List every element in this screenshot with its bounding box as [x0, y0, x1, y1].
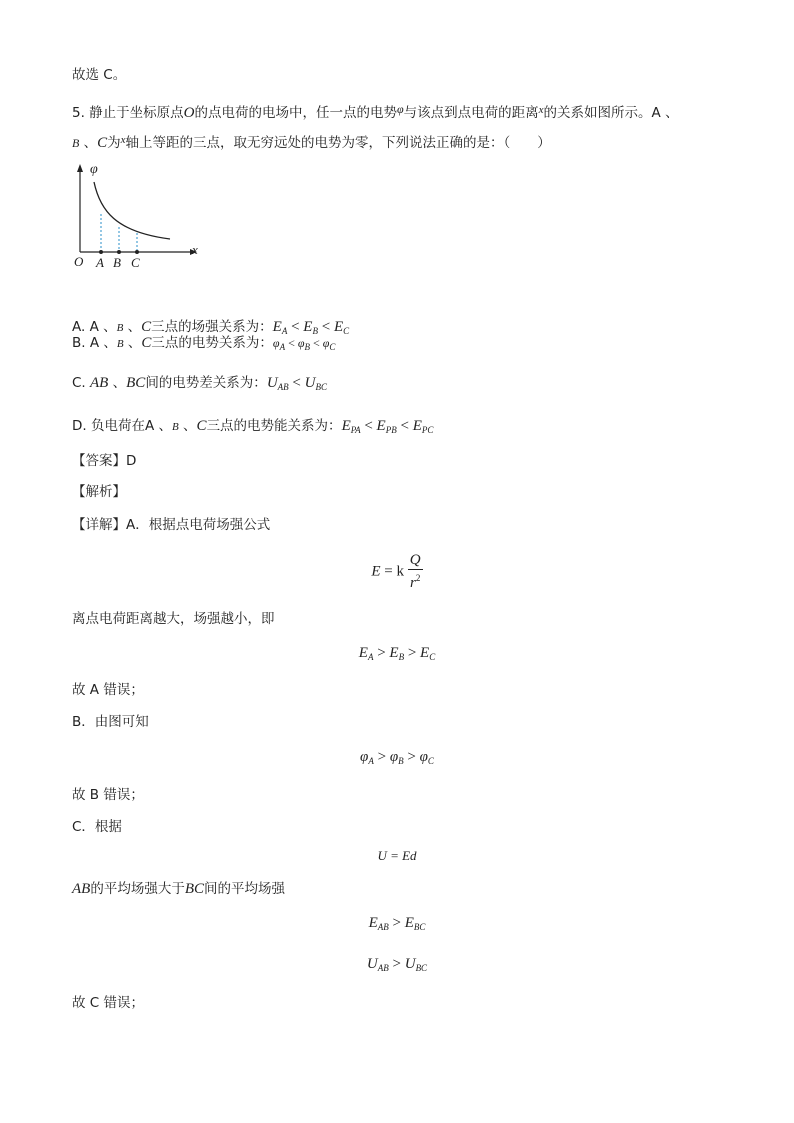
c-head-line: [72, 818, 122, 836]
point-b-symbol: B: [72, 136, 80, 150]
option-d: [72, 417, 433, 439]
explanation-text: B．由图可知: [72, 714, 149, 730]
separator: 、: [79, 135, 98, 151]
option-d-equation: $E_{PA} < E_{PB} < E_{PC}$: [341, 418, 434, 435]
wrong-a-line: [72, 681, 144, 699]
point-a-label: A: [96, 255, 104, 270]
explanation-text: 离点电荷距离越大，场强越小，即: [72, 611, 275, 627]
phi-symbol: φ: [397, 102, 404, 116]
equation-potential-order: $\varphi_A > \varphi_B > \varphi_C$: [360, 749, 434, 766]
potential-curve: [94, 182, 170, 239]
coulomb-formula: [0, 552, 794, 592]
question-text: 与该点到点电荷的距离: [403, 105, 539, 121]
option-label: C.: [72, 375, 91, 391]
x-symbol: x: [538, 104, 544, 116]
option-label: B. A 、: [72, 335, 117, 351]
fraction: [408, 552, 423, 592]
answer-line: [72, 452, 136, 470]
option-label: D. 负电荷在A 、: [72, 418, 173, 434]
origin-symbol: O: [183, 105, 195, 121]
option-text: 间的电势差关系为：: [145, 375, 267, 391]
question-text: 轴上等距的三点，取无穷远处的电势为零，下列说法正确的是：（ ）: [125, 135, 551, 151]
point-b-symbol: B: [116, 338, 124, 350]
average-field-line: [72, 880, 285, 898]
question-text: 的关系如图所示。A 、: [543, 105, 679, 121]
separator: 、: [123, 335, 142, 351]
origin-label: O: [74, 254, 84, 269]
separator: 、: [123, 319, 142, 335]
bc-symbol: BC: [126, 375, 146, 391]
question-5-line-1: [72, 100, 679, 122]
detail-line: [72, 516, 270, 534]
x-symbol: x: [120, 134, 126, 146]
option-b-equation: $\varphi_A < \varphi_B < \varphi_C$: [272, 336, 336, 352]
option-a-equation: $E_A < E_B < E_C$: [272, 319, 350, 336]
point-c-symbol: C: [141, 335, 152, 351]
previous-answer-text: 故选 C。: [72, 67, 127, 83]
option-text: 三点的场强关系为：: [151, 319, 273, 335]
explanation-text: 的平均场强大于: [90, 881, 185, 897]
separator: 、: [178, 418, 197, 434]
explanation-text: C．根据: [72, 819, 122, 835]
point-c-symbol: C: [141, 319, 152, 335]
numerator: Q: [409, 552, 421, 568]
formula-e: E: [371, 563, 381, 580]
ab-symbol: AB: [72, 881, 91, 897]
option-b: [72, 334, 335, 356]
wrong-b-line: [72, 786, 144, 804]
b-head-line: [72, 713, 149, 731]
field-decrease-line: [72, 610, 275, 628]
explanation-text: 间的平均场强: [204, 881, 285, 897]
separator: 、: [108, 375, 127, 391]
point-c-symbol: C: [97, 135, 108, 151]
analysis-line: [72, 483, 126, 501]
previous-answer-line: [72, 66, 126, 84]
option-label: A. A 、: [72, 319, 117, 335]
denominator: $r^2$: [410, 573, 421, 591]
point-c-label: C: [131, 255, 140, 270]
bc-symbol: BC: [184, 881, 204, 897]
conclusion-text: 故 C 错误；: [72, 995, 145, 1011]
equation-u-ed: U = Ed: [377, 848, 417, 863]
question-text: 5. 静止于坐标原点: [72, 105, 184, 121]
answer-label: 【答案】D: [72, 453, 137, 469]
point-b-symbol: B: [172, 421, 179, 433]
detail-text: 【详解】A．根据点电荷场强公式: [72, 517, 271, 533]
wrong-c-line: [72, 994, 144, 1012]
point-a-dot: [99, 250, 103, 254]
point-c-dot: [135, 250, 139, 254]
point-c-symbol: C: [196, 418, 207, 434]
x-axis-label: x: [192, 242, 198, 257]
analysis-label: 【解析】: [72, 484, 126, 500]
point-b-symbol: B: [116, 322, 124, 334]
y-axis-arrow: [77, 164, 83, 172]
formula-eq: = k: [380, 563, 408, 580]
conclusion-text: 故 A 错误；: [72, 682, 144, 698]
equation-field-order: $E_A > E_B > E_C$: [358, 645, 436, 662]
question-text: 的点电荷的电场中，任一点的电势: [194, 105, 398, 121]
equation-average-field: $E_{AB} > E_{BC}$: [368, 915, 426, 932]
question-text: 为: [107, 135, 121, 151]
phi-axis-label: φ: [90, 162, 98, 177]
question-5-line-2: [72, 131, 551, 152]
option-c-equation: $U_{AB} < U_{BC}$: [266, 375, 327, 392]
point-b-dot: [117, 250, 121, 254]
potential-graph: [70, 160, 210, 270]
equation-potential-difference: $U_{AB} > U_{BC}$: [366, 956, 428, 973]
option-text: 三点的电势能关系为：: [206, 418, 342, 434]
conclusion-text: 故 B 错误；: [72, 787, 144, 803]
option-text: 三点的电势关系为：: [151, 335, 273, 351]
ab-symbol: AB: [90, 375, 109, 391]
option-c: [72, 374, 327, 396]
point-b-label: B: [113, 255, 121, 270]
